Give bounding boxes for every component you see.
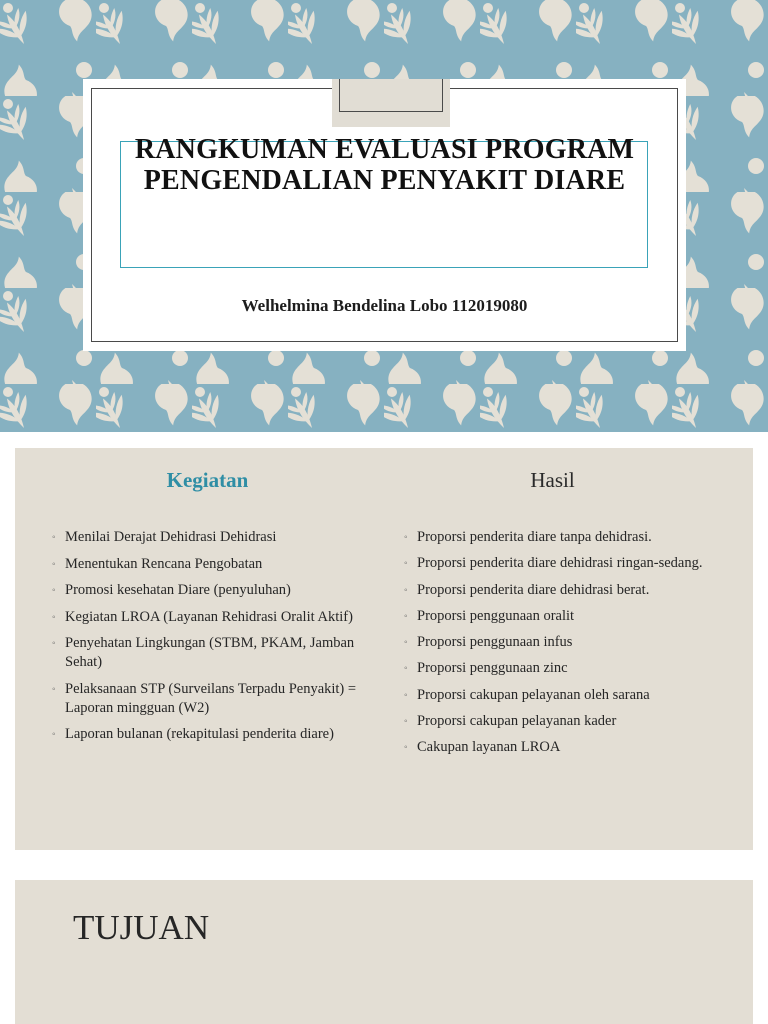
list-item-text: Cakupan layanan LROA [417,739,561,756]
list-item [404,581,747,600]
bullet-icon: ◦ [404,689,408,701]
bullet-icon: ◦ [404,637,408,649]
list-item-text: Proporsi penggunaan infus [417,634,573,651]
kegiatan-heading: Kegiatan [166,468,249,492]
bullet-icon: ◦ [404,532,408,543]
bullet-icon: ◦ [52,532,56,543]
list-item-text: Promosi kesehatan Diare (penyuluhan) [65,582,291,598]
list-item-text: Proporsi penggunaan zinc [417,660,568,677]
bullet-icon: ◦ [404,742,408,754]
bullet-icon: ◦ [52,558,56,570]
slide-title: RANGKUMAN EVALUASI PROGRAM PENGENDALIAN PENYAKIT DIARE [134,134,635,196]
bullet-icon: ◦ [404,663,408,675]
list-item [52,680,375,718]
bullet-icon: ◦ [404,716,408,728]
list-item [52,725,375,744]
list-item [52,608,375,627]
list-item-text: Proporsi penggunaan oralit [417,607,575,624]
content-slide [15,448,753,850]
list-item-text: Proporsi penderita diare dehidrasi berat. [417,581,650,598]
bullet-icon: ◦ [404,584,408,596]
bullet-icon: ◦ [52,585,56,596]
list-item-text: Penyehatan Lingkungan (STBM, PKAM, Jamban Sehat) [65,635,355,670]
hasil-list [404,528,747,765]
list-item [404,633,747,652]
list-item-text: Pelaksanaan STP (Surveilans Terpadu Penyakit) = Laporan mingguan (W2) [65,680,357,716]
bullet-icon: ◦ [404,610,408,622]
list-item-text: Proporsi cakupan pelayanan kader [417,713,617,730]
list-item-text: Proporsi penderita diare dehidrasi ringan-sedang. [417,555,703,572]
title-card [83,79,686,351]
bullet-icon: ◦ [52,683,56,695]
list-item [404,686,747,705]
title-card-frame [91,88,678,342]
list-item-text: Laporan bulanan (rekapitulasi penderita diare) [65,726,334,742]
hasil-heading: Hasil [530,468,575,492]
list-item [404,738,747,757]
list-item [52,634,375,672]
tujuan-slide [15,880,753,1024]
list-item-text: Menilai Derajat Dehidrasi Dehidrasi [65,529,277,545]
decorative-tab [332,79,450,127]
list-item [404,554,747,573]
list-item-text: Proporsi penderita diare tanpa dehidrasi. [417,529,652,545]
slide-subtitle: Welhelmina Bendelina Lobo 112019080 [241,296,528,315]
list-item [404,712,747,731]
list-item [404,607,747,626]
list-item [52,555,375,574]
list-item [404,659,747,678]
list-item [404,528,747,547]
kegiatan-list [52,528,375,752]
list-item [52,528,375,547]
decorative-tab-frame [339,79,443,112]
bullet-icon: ◦ [52,729,56,740]
bullet-icon: ◦ [404,558,408,570]
list-item-text: Proporsi cakupan pelayanan oleh sarana [417,686,650,703]
bullet-icon: ◦ [52,611,56,623]
title-slide [0,0,768,432]
tujuan-heading: TUJUAN [73,908,210,947]
list-item-text: Menentukan Rencana Pengobatan [65,555,263,572]
list-item [52,581,375,600]
bullet-icon: ◦ [52,638,56,649]
list-item-text: Kegiatan LROA (Layanan Rehidrasi Oralit Aktif) [65,608,353,625]
